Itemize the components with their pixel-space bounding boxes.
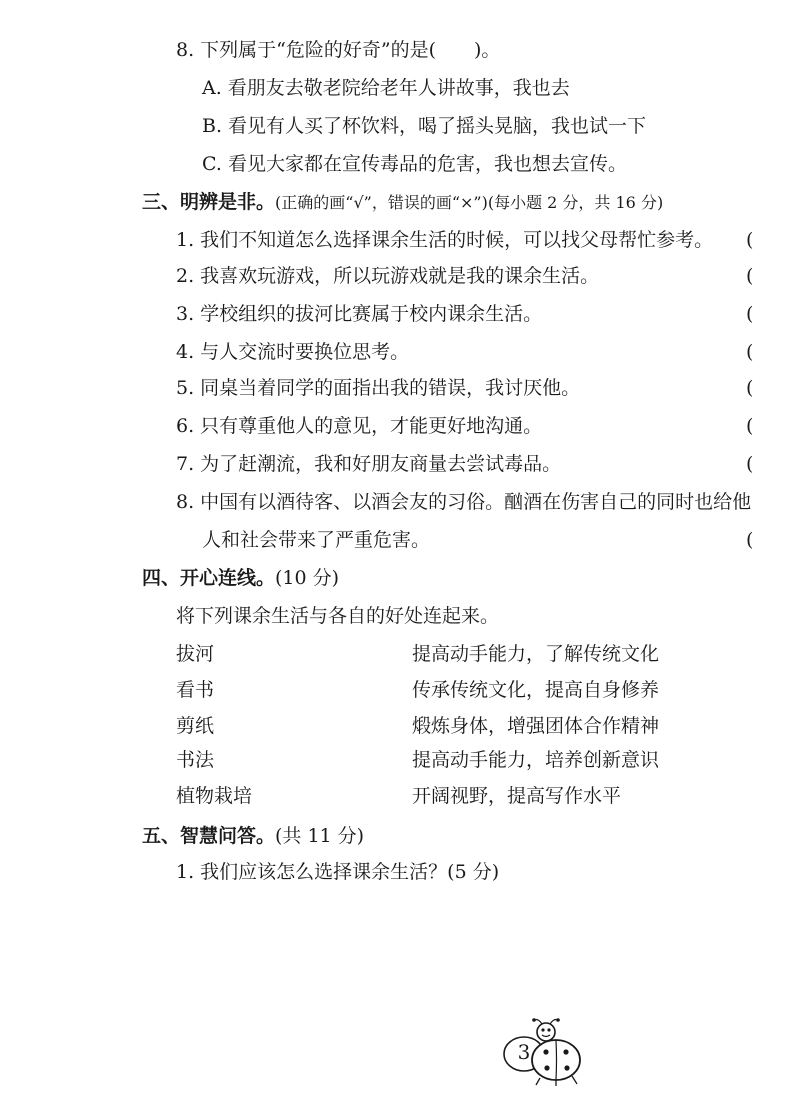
judge-item-3: 3. 学校组织的拔河比赛属于校内课余生活。 [176,303,543,325]
judge-item-4: 4. 与人交流时要换位思考。 [176,341,410,363]
option-b: B. 看见有人买了杯饮料，喝了摇头晃脑，我也试一下 [202,115,647,137]
judge-item-8 [176,490,800,514]
benefit-5[interactable]: 开阔视野，提高写作水平 [412,785,622,807]
question-8-stem: 8. 下列属于“危险的好奇”的是( )。 [176,39,501,61]
section-5-title: 五、智慧问答。 [142,825,276,847]
section-4-title: 四、开心连线。 [142,567,276,589]
judge-item-7: 7. 为了赶潮流，我和好朋友商量去尝试毒品。 [176,453,562,475]
benefit-2[interactable]: 传承传统文化，提高自身修养 [412,679,660,701]
answer-paren-3[interactable]: ( [746,303,754,325]
section-3-note: (正确的画“√”，错误的画“×”)(每小题 2 分，共 16 分) [275,193,664,212]
activity-4[interactable]: 书法 [176,749,215,771]
activity-3[interactable]: 剪纸 [176,715,215,737]
benefit-4[interactable]: 提高动手能力，培养创新意识 [412,749,660,771]
answer-paren-7[interactable]: ( [746,453,754,475]
section-4-note: (10 分) [275,567,340,589]
benefit-1[interactable]: 提高动手能力，了解传统文化 [412,643,660,665]
section-4-instruction: 将下列课余生活与各自的好处连起来。 [176,605,500,627]
section-5-header [142,824,364,848]
judge-item-5: 5. 同桌当着同学的面指出我的错误，我讨厌他。 [176,377,581,399]
answer-paren-4[interactable]: ( [746,341,754,363]
judge-item-6: 6. 只有尊重他人的意见，才能更好地沟通。 [176,415,543,437]
judge-item-8-continued: 人和社会带来了严重危害。 [202,529,431,551]
judge-item-8-text: 8. 中国有以酒待客、以酒会友的习俗。酗酒在伤害自己的同时也给他 [176,491,752,513]
activity-2[interactable]: 看书 [176,679,215,701]
page-number: 3 [517,1040,531,1064]
activity-5[interactable]: 植物栽培 [176,785,253,807]
section-5-note: (共 11 分) [275,825,365,847]
judge-item-2: 2. 我喜欢玩游戏，所以玩游戏就是我的课余生活。 [176,265,600,287]
answer-paren-1[interactable]: ( [746,229,754,251]
answer-paren-8[interactable]: ( [746,529,754,551]
option-a: A. 看朋友去敬老院给老年人讲故事，我也去 [202,77,570,99]
answer-paren-6[interactable]: ( [746,415,754,437]
answer-paren-2[interactable]: ( [746,265,754,287]
section-3-title: 三、明辨是非。 [142,191,276,213]
section-4-header [142,566,339,590]
benefit-3[interactable]: 煅炼身体，增强团体合作精神 [412,715,660,737]
activity-1[interactable]: 拔河 [176,643,215,665]
judge-item-1: 1. 我们不知道怎么选择课余生活的时候，可以找父母帮忙参考。 [176,229,714,251]
answer-paren-5[interactable]: ( [746,377,754,399]
section-3-header [142,190,663,215]
option-c: C. 看见大家都在宣传毒品的危害，我也想去宣传。 [202,153,627,175]
answer-question-1: 1. 我们应该怎么选择课余生活？(5 分) [176,861,500,883]
